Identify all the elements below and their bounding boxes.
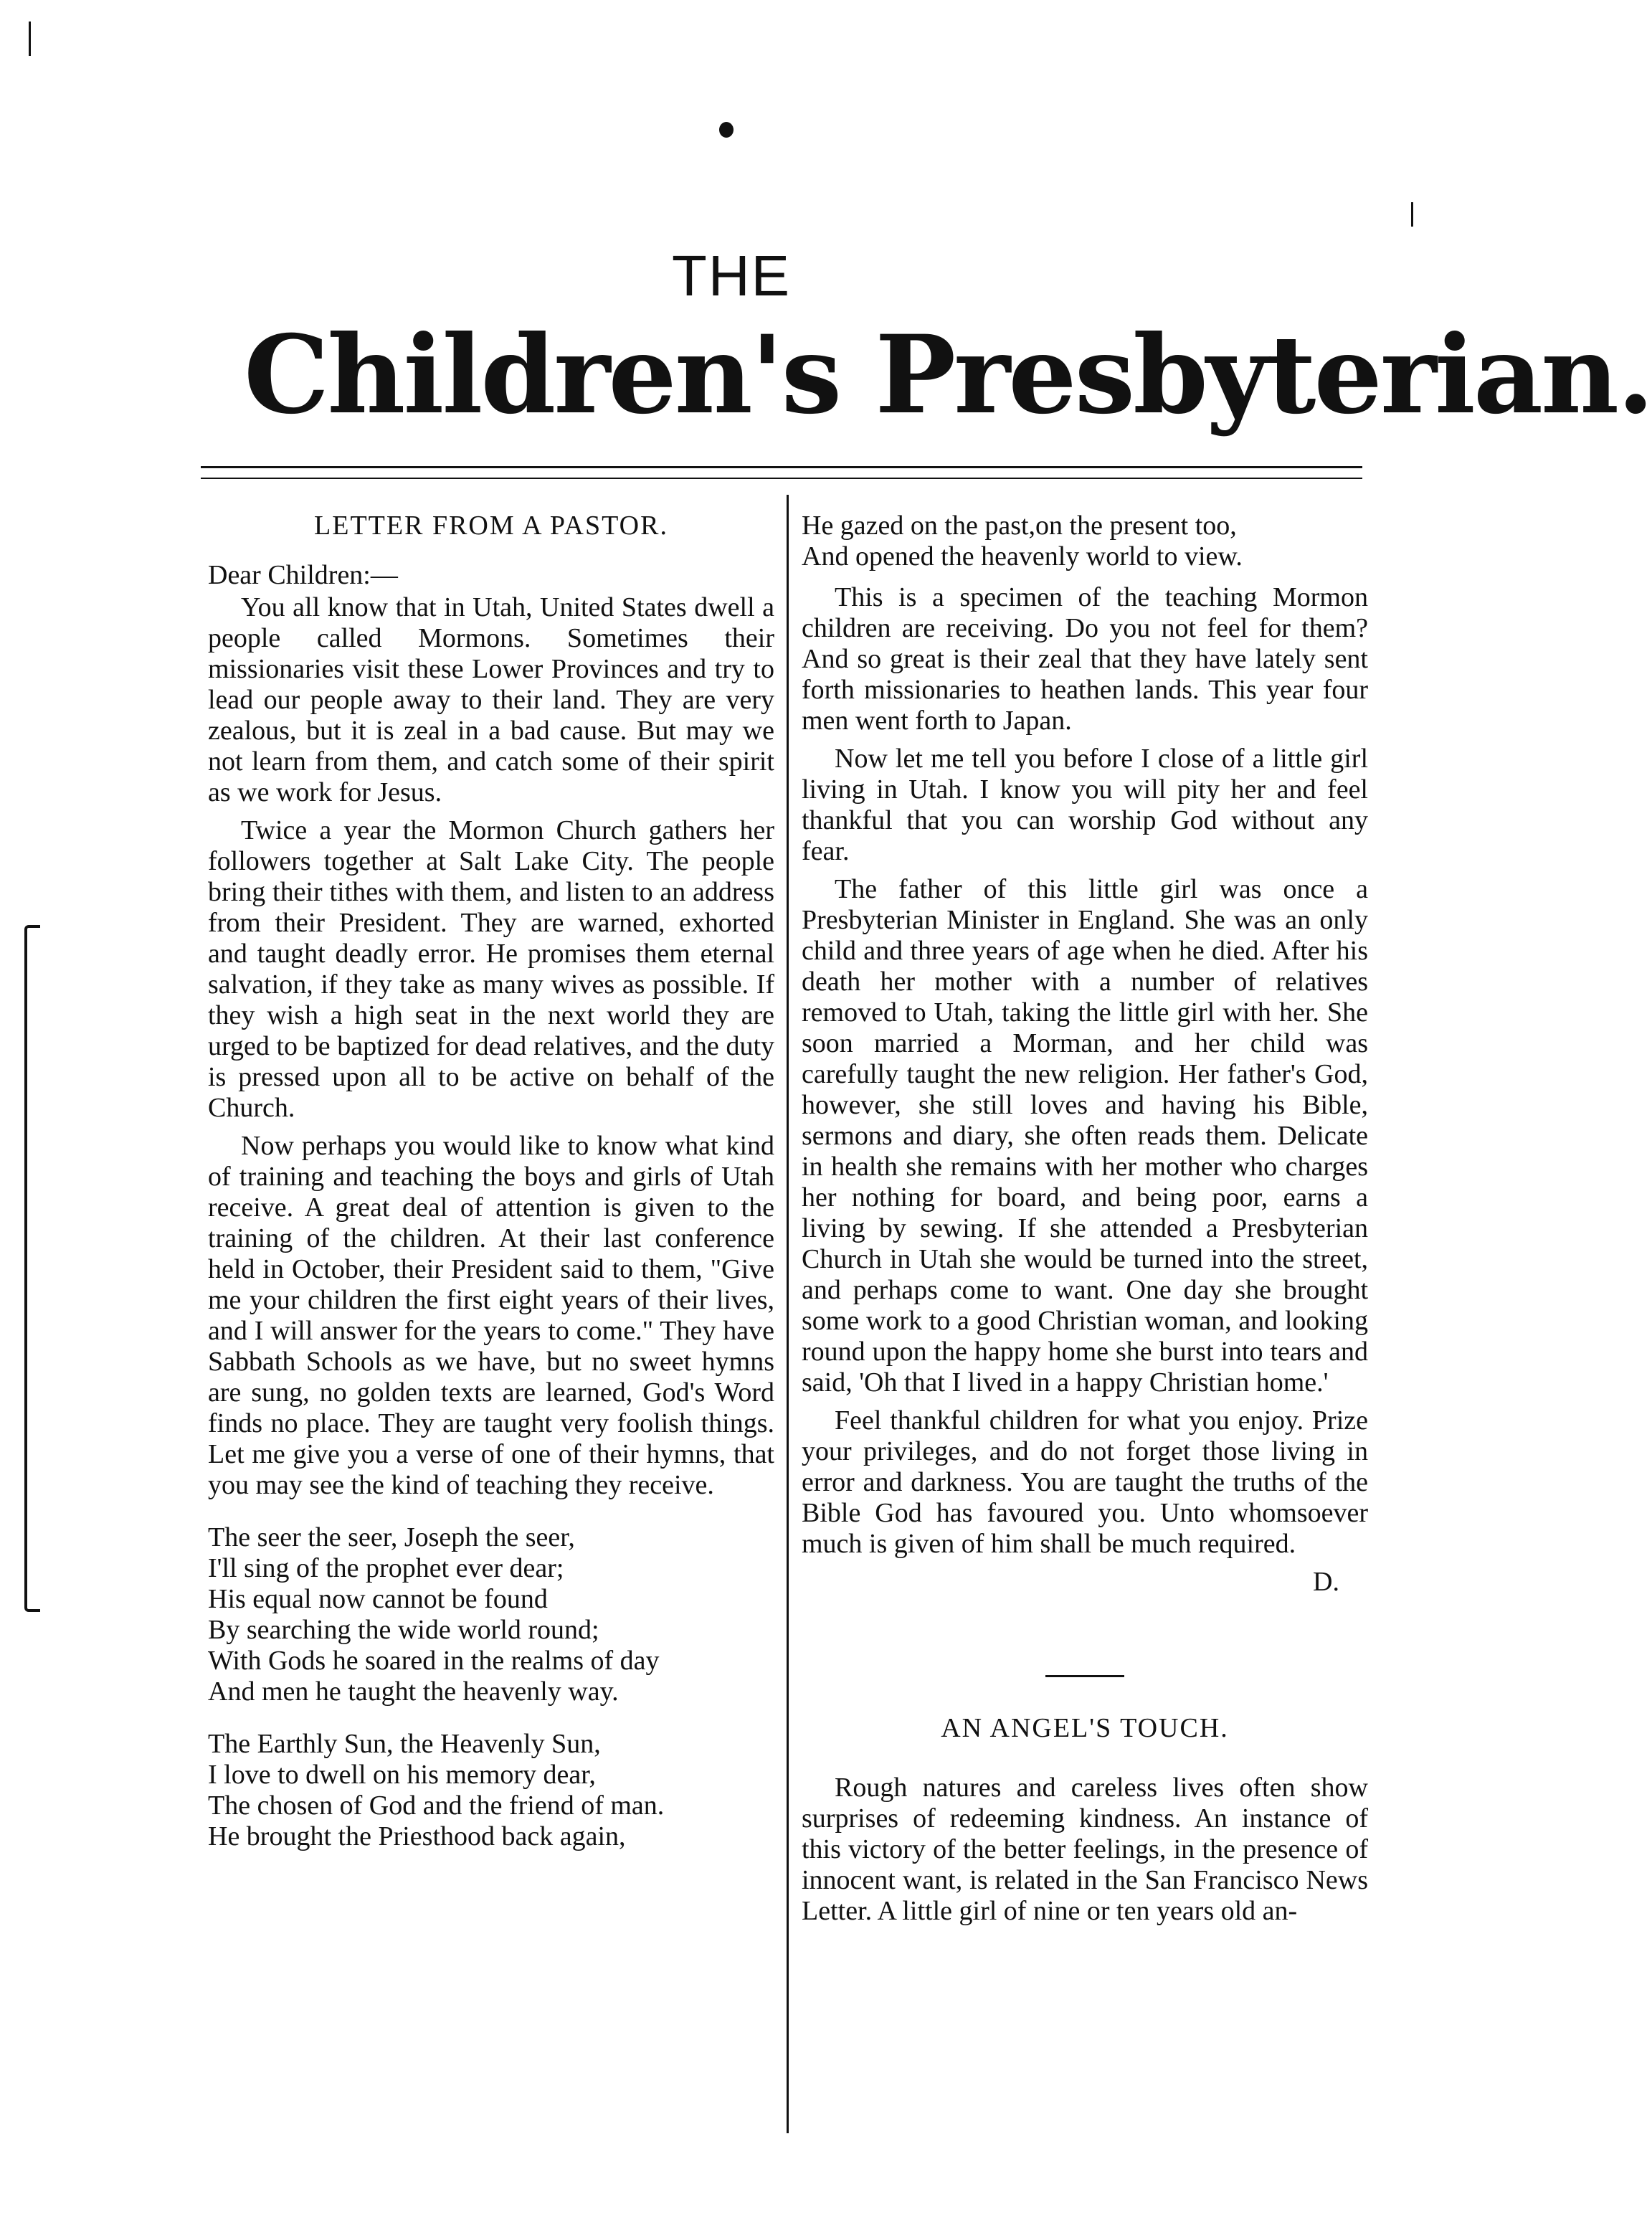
scan-speck-left	[29, 22, 31, 56]
column-divider	[787, 495, 789, 2133]
verse-line: The Earthly Sun, the Heavenly Sun,	[208, 1729, 601, 1759]
verse-line: His equal now cannot be found	[208, 1584, 548, 1614]
verse-line: With Gods he soared in the realms of day	[208, 1646, 660, 1676]
printer-dot	[719, 122, 734, 138]
masthead-rule	[201, 466, 1362, 468]
letter-signature: D.	[1313, 1567, 1339, 1597]
masthead-title: Children's Presbyterian.	[244, 312, 1652, 438]
letter-salutation: Dear Children:—	[208, 560, 398, 590]
margin-bracket-mark	[24, 925, 40, 1612]
letter-paragraph: This is a specimen of the teaching Mormon children are receiving. Do you not feel for them? And so great is their zeal that they have lately sent forth missionaries to heathen lands. This year four men went forth to Japan.	[802, 582, 1368, 736]
scan-speck-right	[1411, 202, 1413, 227]
verse-line: The seer the seer, Joseph the seer,	[208, 1522, 575, 1552]
letter-heading: LETTER FROM A PASTOR.	[314, 511, 668, 541]
masthead-the: THE	[672, 244, 791, 308]
hymn-verse-continued	[802, 511, 1368, 572]
verse-line: He gazed on the past,on the present too,	[802, 511, 1237, 541]
hymn-verse-2	[208, 1729, 774, 1852]
verse-line: I'll sing of the prophet ever dear;	[208, 1553, 564, 1583]
verse-line: He brought the Priesthood back again,	[208, 1821, 626, 1851]
article-heading: AN ANGEL'S TOUCH.	[941, 1713, 1229, 1743]
verse-line: I love to dwell on his memory dear,	[208, 1760, 596, 1790]
verse-line: The chosen of God and the friend of man.	[208, 1791, 665, 1821]
verse-line: By searching the wide world round;	[208, 1615, 599, 1645]
letter-paragraph: The father of this little girl was once a Presbyterian Minister in England. She was an only child and three years of age when he died. After his death her mother with a number of relatives removed to Utah, taking the little girl with her. She soon married a Morman, and her child was carefully taught the new religion. Her father's God, however, she still loves and having his Bible, sermons and diary, she often reads them. Delicate in health she remains with her mother who charges her nothing for board, and being poor, earns a living by sewing. If she attended a Presbyterian Church in Utah she would be turned into the street, and perhaps come to want. One day she brought some work to a good Christian woman, and looking round upon the happy home she burst into tears and said, 'Oh that I lived in a happy Christian home.'	[802, 874, 1368, 1398]
hymn-verse-1	[208, 1522, 774, 1707]
section-separator	[1045, 1675, 1124, 1677]
article-paragraph: Rough natures and careless lives often show surprises of redeeming kindness. An instance of this victory of the better feelings, in the presence of innocent want, is related in the San Francisco News Letter. A little girl of nine or ten years old an-	[802, 1773, 1368, 1926]
letter-paragraph: Now let me tell you before I close of a little girl living in Utah. I know you will pity her and feel thankful that you can worship God without any fear.	[802, 744, 1368, 866]
verse-line: And men he taught the heavenly way.	[208, 1676, 619, 1707]
letter-paragraph: Now perhaps you would like to know what kind of training and teaching the boys and girls of Utah receive. A great deal of attention is given to the training of the children. At their last conference held in October, their President said to them, "Give me your children the first eight years of their lives, and I will answer for the years to come." They have Sabbath Schools as we have, but no sweet hymns are sung, no golden texts are learned, God's Word finds no place. They are taught very foolish things. Let me give you a verse of one of their hymns, that you may see the kind of teaching they receive.	[208, 1131, 774, 1500]
right-column	[802, 511, 1368, 1934]
masthead-rule-lower	[201, 478, 1362, 479]
verse-line: And opened the heavenly world to view.	[802, 541, 1243, 571]
letter-paragraph: Twice a year the Mormon Church gathers her followers together at Salt Lake City. The people bring their tithes with them, and listen to an address from their President. They are warned, exhorted and taught deadly error. He promises them eternal salvation, if they take as many wives as possible. If they wish a high seat in the next world they are urged to be baptized for dead relatives, and the duty is pressed upon all to be active on behalf of the Church.	[208, 815, 774, 1123]
letter-paragraph: You all know that in Utah, United States dwell a people called Mormons. Sometimes their missionaries visit these Lower Provinces and try to lead our people away to their land. They are very zealous, but it is zeal in a bad cause. But may we not learn from them, and catch some of their spirit as we work for Jesus.	[208, 592, 774, 807]
letter-paragraph: Feel thankful children for what you enjoy. Prize your privileges, and do not forget those living in error and darkness. You are taught the truths of the Bible God has favoured you. Unto whomsoever much is given of him shall be much required.	[802, 1405, 1368, 1559]
left-column	[208, 511, 774, 1852]
